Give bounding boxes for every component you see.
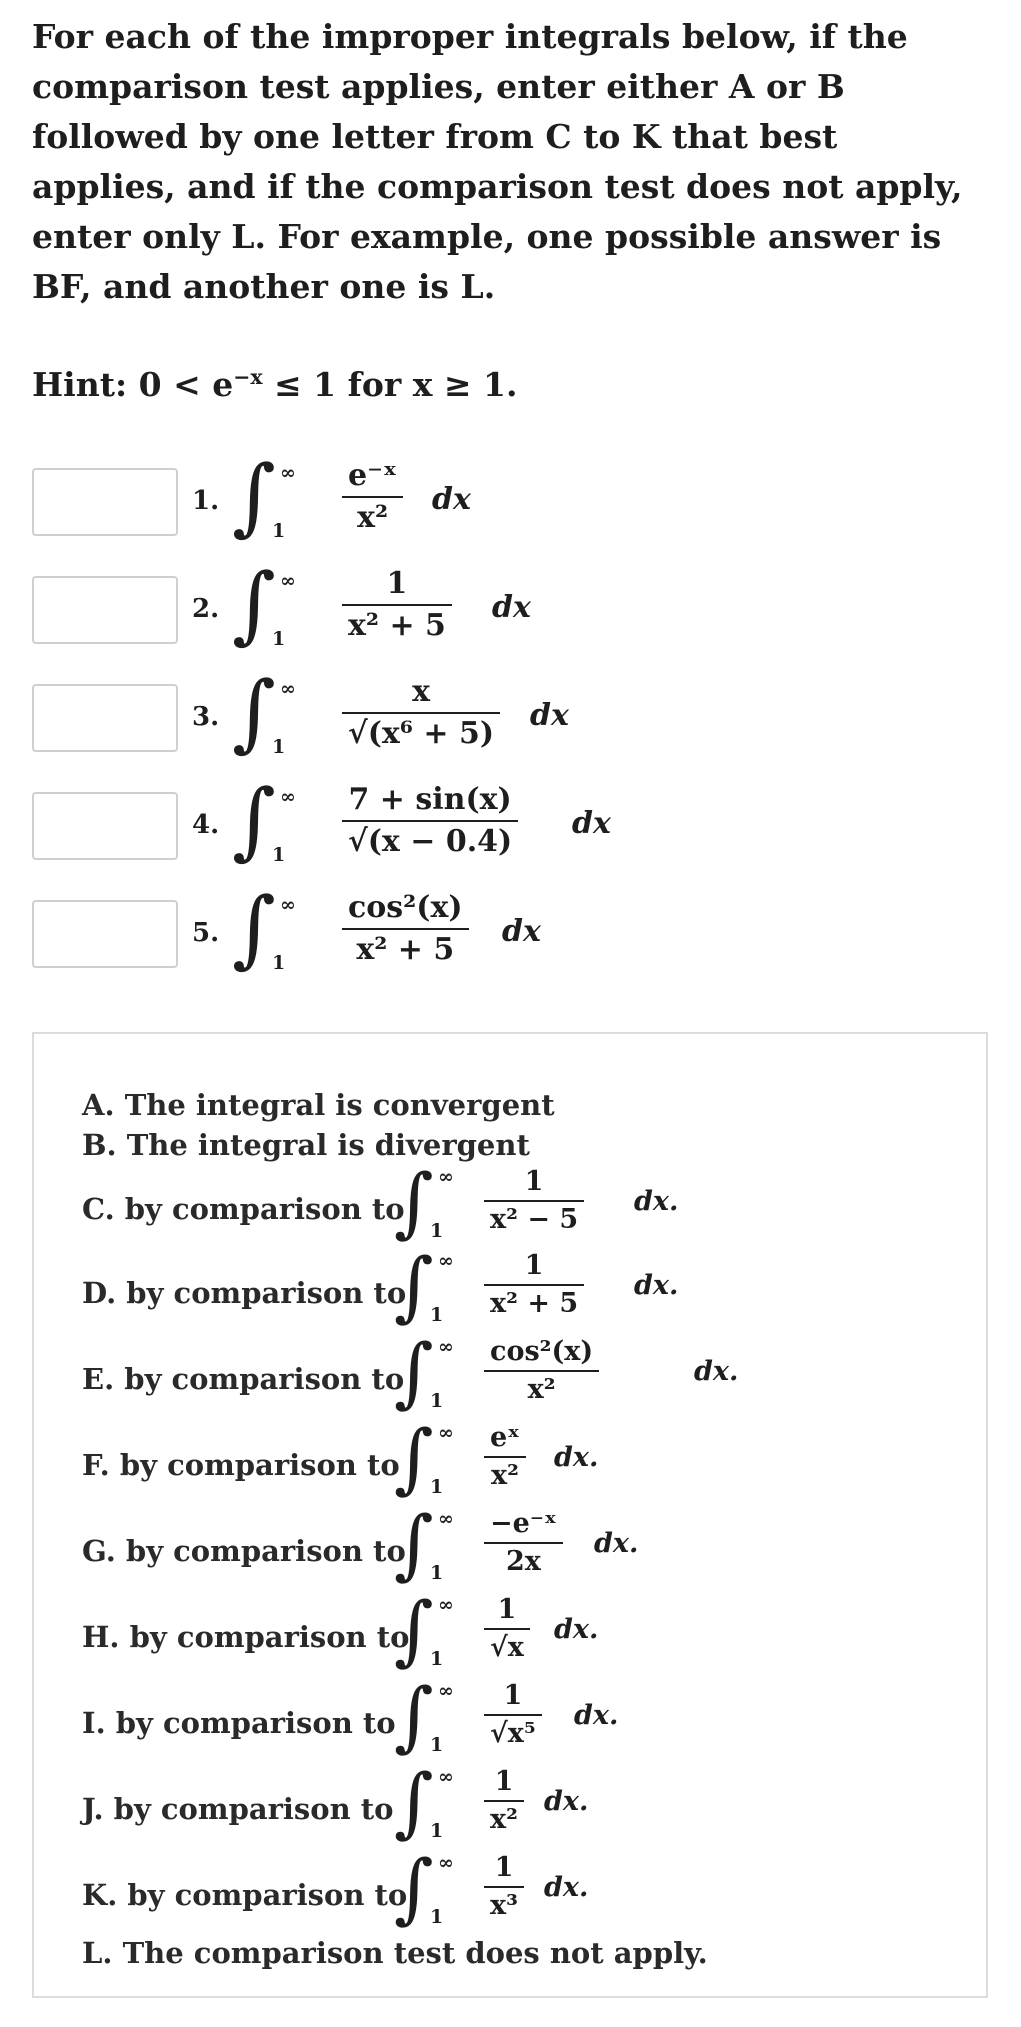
upper-limit: ∞ (438, 1680, 454, 1702)
differential: dx. (694, 1356, 739, 1387)
numerator: cos²(x) (348, 890, 463, 925)
numerator: −e⁻ˣ (490, 1508, 557, 1539)
denominator: √x⁵ (490, 1718, 536, 1749)
upper-limit: ∞ (280, 570, 296, 592)
answer-options-panel (32, 1032, 988, 1998)
integral-sign-icon: ∫ (232, 447, 276, 545)
upper-limit: ∞ (438, 1766, 454, 1788)
lower-limit: 1 (430, 1304, 444, 1326)
numerator: eˣ (490, 1422, 521, 1453)
denominator: √x (490, 1632, 524, 1663)
numerator: cos²(x) (490, 1336, 594, 1367)
denominator: x² (357, 500, 389, 535)
numerator: 1 (524, 1250, 544, 1281)
differential: dx. (554, 1614, 599, 1645)
answer-input-1[interactable] (32, 468, 178, 536)
answer-input-4[interactable] (32, 792, 178, 860)
upper-limit: ∞ (280, 462, 296, 484)
differential: dx (530, 698, 569, 733)
answer-input-5[interactable] (32, 900, 178, 968)
numerator: e⁻ˣ (348, 458, 398, 493)
lower-limit: 1 (430, 1476, 444, 1498)
question-row-3 (32, 663, 932, 761)
differential: dx. (544, 1786, 589, 1817)
upper-limit: ∞ (438, 1508, 454, 1530)
lower-limit: 1 (430, 1648, 444, 1670)
hint-exponent: −x (233, 365, 263, 389)
fraction (342, 888, 469, 970)
option-e: E. by comparison to (82, 1362, 405, 1396)
option-g: G. by comparison to (82, 1534, 406, 1568)
integral-sign-icon: ∫ (394, 1157, 434, 1246)
question-number: 2. (192, 594, 220, 624)
denominator: x² + 5 (490, 1288, 579, 1319)
question-number: 5. (192, 918, 220, 948)
differential: dx (492, 590, 531, 625)
differential: dx. (574, 1700, 619, 1731)
option-k: K. by comparison to (82, 1878, 408, 1912)
integral-sign-icon: ∫ (232, 879, 276, 977)
fraction (484, 1850, 524, 1924)
fraction (484, 1678, 542, 1752)
differential: dx. (634, 1270, 679, 1301)
denominator: x² (527, 1374, 556, 1405)
differential: dx. (634, 1186, 679, 1217)
answer-input-3[interactable] (32, 684, 178, 752)
integral-sign-icon: ∫ (232, 663, 276, 761)
fraction (484, 1506, 563, 1580)
question-number: 3. (192, 702, 220, 732)
lower-limit: 1 (272, 520, 286, 542)
upper-limit: ∞ (438, 1594, 454, 1616)
lower-limit: 1 (272, 628, 286, 650)
hint-rest: ≤ 1 for x ≥ 1. (262, 365, 518, 404)
denominator: x² (491, 1460, 519, 1491)
lower-limit: 1 (272, 736, 286, 758)
option-j: J. by comparison to (82, 1792, 394, 1826)
upper-limit: ∞ (438, 1250, 454, 1272)
fraction (484, 1420, 526, 1494)
question-row-1 (32, 447, 932, 545)
numerator: 1 (524, 1166, 544, 1197)
fraction (484, 1164, 584, 1238)
question-number: 1. (192, 486, 220, 516)
lower-limit: 1 (272, 844, 286, 866)
option-l: L. The comparison test does not apply. (82, 1936, 708, 1970)
numerator: x (412, 674, 430, 709)
upper-limit: ∞ (438, 1852, 454, 1874)
fraction (484, 1248, 584, 1322)
fraction (342, 672, 500, 754)
denominator: x² + 5 (348, 608, 446, 643)
integral-sign-icon: ∫ (232, 555, 276, 653)
denominator: √(x − 0.4) (348, 824, 513, 859)
numerator: 1 (497, 1594, 517, 1625)
option-a: A. The integral is convergent (82, 1088, 555, 1122)
differential: dx (572, 806, 611, 841)
fraction (484, 1334, 599, 1408)
differential: dx. (554, 1442, 599, 1473)
question-number: 4. (192, 810, 220, 840)
instructions-text: For each of the improper integrals below, if the comparison test applies, enter either A or B followed by one letter from C to K that best applies, and if the comparison test does not apply, enter only L. For example, one possible answer is BF, and another one is L. (32, 17, 963, 306)
lower-limit: 1 (430, 1220, 444, 1242)
numerator: 7 + sin(x) (348, 782, 512, 817)
hint-text (32, 360, 517, 410)
upper-limit: ∞ (280, 894, 296, 916)
differential: dx (502, 914, 541, 949)
integral-sign-icon: ∫ (394, 1843, 434, 1932)
denominator: x² − 5 (490, 1204, 579, 1235)
question-row-2 (32, 555, 932, 653)
denominator: x² (490, 1804, 518, 1835)
lower-limit: 1 (430, 1562, 444, 1584)
fraction (484, 1764, 524, 1838)
differential: dx. (544, 1872, 589, 1903)
lower-limit: 1 (430, 1820, 444, 1842)
integral-sign-icon: ∫ (394, 1499, 434, 1588)
upper-limit: ∞ (438, 1422, 454, 1444)
question-row-4 (32, 771, 932, 869)
answer-input-2[interactable] (32, 576, 178, 644)
integral-sign-icon: ∫ (394, 1671, 434, 1760)
integral-sign-icon: ∫ (394, 1585, 434, 1674)
differential: dx. (594, 1528, 639, 1559)
lower-limit: 1 (272, 952, 286, 974)
question-row-5 (32, 879, 932, 977)
fraction (342, 456, 403, 538)
integral-sign-icon: ∫ (394, 1327, 434, 1416)
hint-inequality: 0 < e (138, 365, 234, 404)
integral-sign-icon: ∫ (394, 1241, 434, 1330)
integral-sign-icon: ∫ (394, 1757, 434, 1846)
hint-label: Hint: (32, 365, 128, 404)
option-h: H. by comparison to (82, 1620, 410, 1654)
upper-limit: ∞ (438, 1336, 454, 1358)
upper-limit: ∞ (280, 786, 296, 808)
option-i: I. by comparison to (82, 1706, 396, 1740)
numerator: 1 (386, 566, 408, 601)
fraction (342, 780, 518, 862)
numerator: 1 (503, 1680, 523, 1711)
option-f: F. by comparison to (82, 1448, 400, 1482)
denominator: √(x⁶ + 5) (348, 716, 495, 751)
upper-limit: ∞ (438, 1166, 454, 1188)
lower-limit: 1 (430, 1390, 444, 1412)
lower-limit: 1 (430, 1906, 444, 1928)
denominator: x³ (490, 1890, 518, 1921)
numerator: 1 (494, 1766, 514, 1797)
denominator: x² + 5 (356, 932, 455, 967)
option-d: D. by comparison to (82, 1276, 407, 1310)
option-c: C. by comparison to (82, 1192, 405, 1226)
integral-sign-icon: ∫ (394, 1413, 434, 1502)
upper-limit: ∞ (280, 678, 296, 700)
integral-sign-icon: ∫ (232, 771, 276, 869)
fraction (484, 1592, 530, 1666)
lower-limit: 1 (430, 1734, 444, 1756)
fraction (342, 564, 452, 646)
denominator: 2x (506, 1546, 541, 1577)
option-b: B. The integral is divergent (82, 1128, 530, 1162)
differential: dx (432, 482, 471, 517)
numerator: 1 (494, 1852, 514, 1883)
